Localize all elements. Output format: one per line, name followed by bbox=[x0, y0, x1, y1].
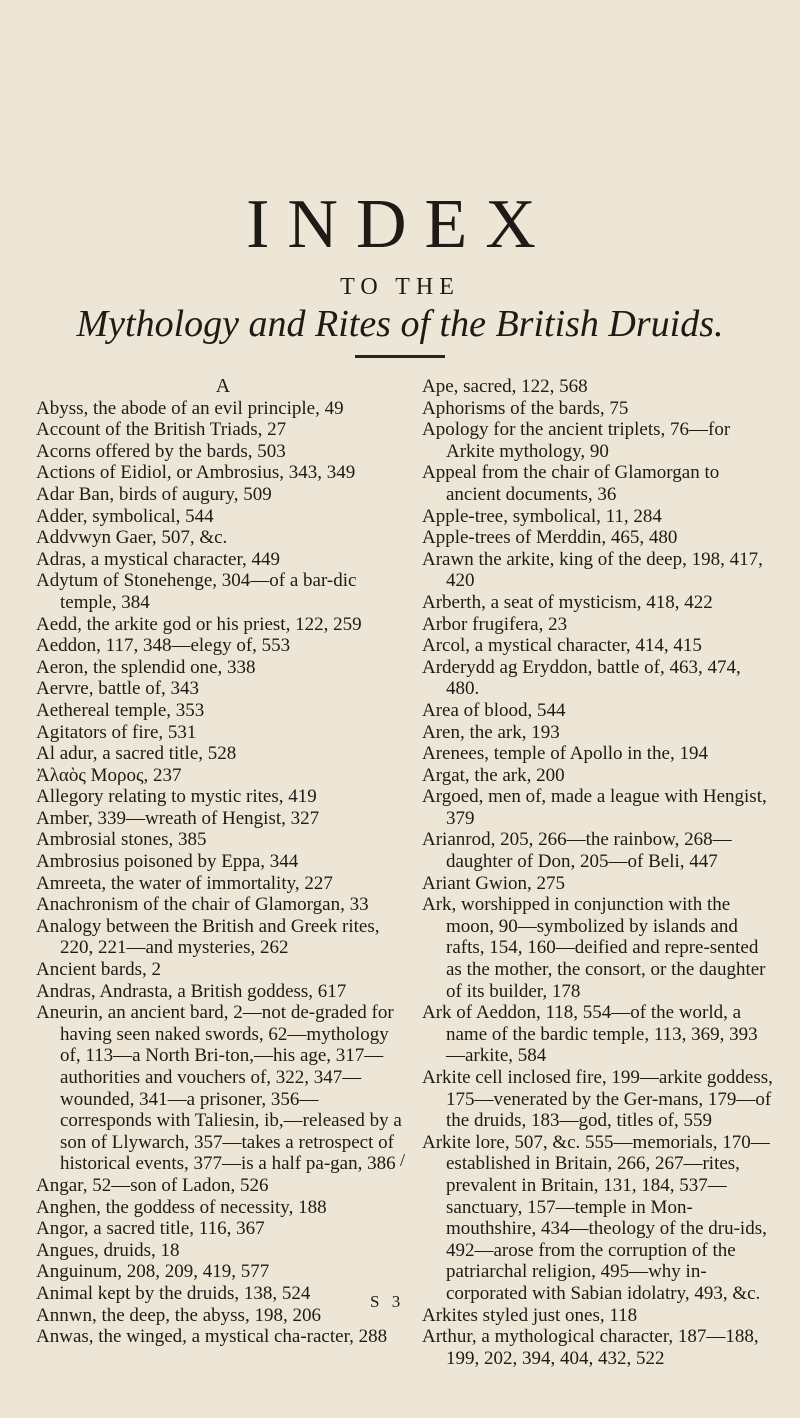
index-entry: Ambrosial stones, 385 bbox=[36, 829, 207, 851]
index-entry: Arenees, temple of Apollo in the, 194 bbox=[422, 743, 708, 765]
index-entry: Adder, symbolical, 544 bbox=[36, 505, 214, 527]
index-entry: Aethereal temple, 353 bbox=[36, 699, 205, 721]
index-entry: Amreeta, the water of immortality, 227 bbox=[36, 872, 333, 894]
right-entry-list bbox=[422, 376, 774, 1369]
index-entry: Ambrosius poisoned by Eppa, 344 bbox=[36, 851, 299, 873]
right-column bbox=[422, 376, 774, 1369]
index-entry: Arkite lore, 507, &c. 555—memorials, 170—established in Britain, 266, 267—rites, prevalent in Britain, 131, 184, 537—sanctuary, 157—temple in Mon-mouthshire, 434—theology of the dru-ids, 492—arose from the corruption of the patriarchal religion, 495—why in-corporated with Sabian idolatry, 493, &c. bbox=[422, 1131, 770, 1304]
index-entry: Analogy between the British and Greek rites, 220, 221—and mysteries, 262 bbox=[36, 915, 380, 959]
index-entry: Aren, the ark, 193 bbox=[422, 721, 560, 743]
index-entry: Account of the British Triads, 27 bbox=[36, 419, 287, 441]
index-entry: Adras, a mystical character, 449 bbox=[36, 548, 281, 570]
index-entry: Area of blood, 544 bbox=[422, 699, 566, 721]
index-entry: Arcol, a mystical character, 414, 415 bbox=[422, 635, 702, 657]
index-entry: Animal kept by the druids, 138, 524 bbox=[36, 1282, 311, 1304]
index-entry: Angues, druids, 18 bbox=[36, 1239, 180, 1261]
index-entry: Ariant Gwion, 275 bbox=[422, 872, 566, 894]
left-column bbox=[36, 376, 410, 1348]
index-entry: Agitators of fire, 531 bbox=[36, 721, 197, 743]
book-title: Mythology and Rites of the British Druids. bbox=[76, 303, 724, 345]
index-entry: Ape, sacred, 122, 568 bbox=[422, 376, 588, 397]
index-entry: Ancient bards, 2 bbox=[36, 959, 162, 981]
index-subheading: TO THE bbox=[340, 274, 460, 300]
index-entry: Arkite cell inclosed fire, 199—arkite goddess, 175—venerated by the Ger-mans, 179—of the druids, 183—god, titles of, 559 bbox=[422, 1067, 773, 1132]
index-entry: Aphorisms of the bards, 75 bbox=[422, 397, 629, 419]
index-entry: Aedd, the arkite god or his priest, 122, 259 bbox=[36, 613, 362, 635]
index-entry: Arbor frugifera, 23 bbox=[422, 613, 568, 635]
index-entry: Arderydd ag Eryddon, battle of, 463, 474, 480. bbox=[422, 656, 741, 700]
index-entry: Adar Ban, birds of augury, 509 bbox=[36, 483, 272, 505]
left-entry-list bbox=[36, 398, 410, 1348]
index-entry: Apple-trees of Merddin, 465, 480 bbox=[422, 527, 678, 549]
index-entry: Arawn the arkite, king of the deep, 198, 417, 420 bbox=[422, 548, 763, 592]
index-entry: Aeron, the splendid one, 338 bbox=[36, 656, 256, 678]
index-entry: Arkites styled just ones, 118 bbox=[422, 1304, 638, 1326]
index-entry: Ark of Aeddon, 118, 554—of the world, a name of the bardic temple, 113, 369, 393—arkite, 584 bbox=[422, 1002, 758, 1067]
index-entry: Abyss, the abode of an evil principle, 49 bbox=[36, 397, 344, 419]
index-entry: Anguinum, 208, 209, 419, 577 bbox=[36, 1261, 270, 1283]
index-entry: Angar, 52—son of Ladon, 526 bbox=[36, 1174, 269, 1196]
index-entry: Aeddon, 117, 348—elegy of, 553 bbox=[36, 635, 291, 657]
index-entry: Argoed, men of, made a league with Hengist, 379 bbox=[422, 786, 767, 829]
index-entry: Ark, worshipped in conjunction with the moon, 90—symbolized by islands and rafts, 154, 160—deified and repre-sented as the mother, the consort, or the daughter of its builder, 178 bbox=[422, 894, 766, 1002]
index-entry: Amber, 339—wreath of Hengist, 327 bbox=[36, 807, 320, 829]
signature-mark: S 3 bbox=[370, 1292, 405, 1311]
index-entry: Ἀλαὸς Μορος, 237 bbox=[36, 764, 182, 786]
index-entry: Al adur, a sacred title, 528 bbox=[36, 743, 237, 765]
section-letter: A bbox=[215, 375, 231, 397]
index-entry: Angor, a sacred title, 116, 367 bbox=[36, 1218, 265, 1240]
index-entry: Argat, the ark, 200 bbox=[422, 764, 565, 786]
index-entry: Arianrod, 205, 266—the rainbow, 268—daughter of Don, 205—of Beli, 447 bbox=[422, 829, 732, 873]
index-entry: Anghen, the goddess of necessity, 188 bbox=[36, 1196, 327, 1218]
margin-mark: / bbox=[400, 1150, 406, 1170]
index-entry: Apple-tree, symbolical, 11, 284 bbox=[422, 505, 662, 527]
index-entry: Annwn, the deep, the abyss, 198, 206 bbox=[36, 1304, 321, 1326]
index-entry: Addvwyn Gaer, 507, &c. bbox=[36, 527, 228, 549]
index-entry: Appeal from the chair of Glamorgan to ancient documents, 36 bbox=[422, 462, 720, 505]
index-entry: Acorns offered by the bards, 503 bbox=[36, 440, 286, 462]
title-rule bbox=[355, 355, 445, 358]
index-heading: INDEX bbox=[246, 186, 554, 263]
index-entry: Aervre, battle of, 343 bbox=[36, 678, 200, 700]
index-entry: Andras, Andrasta, a British goddess, 617 bbox=[36, 980, 347, 1002]
index-entry: Anwas, the winged, a mystical cha-racter, 288 bbox=[36, 1326, 388, 1348]
index-entry: Arthur, a mythological character, 187—188, 199, 202, 394, 404, 432, 522 bbox=[422, 1326, 759, 1369]
index-entry: Aneurin, an ancient bard, 2—not de-graded for having seen naked swords, 62—mythology of, 113—a North Bri-ton,—his age, 317—authorities and vouchers of, 322, 347—wounded, 341—a prisoner, 356—corresponds with Taliesin, ib,—released by a son of Llywarch, 357—takes a retrospect of historical events, 377—is a half pa-gan, 386 bbox=[36, 1002, 402, 1175]
index-entry: Adytum of Stonehenge, 304—of a bar-dic temple, 384 bbox=[36, 570, 357, 613]
index-entry: Arberth, a seat of mysticism, 418, 422 bbox=[422, 591, 713, 613]
index-entry: Apology for the ancient triplets, 76—for Arkite mythology, 90 bbox=[422, 419, 731, 462]
index-entry: Anachronism of the chair of Glamorgan, 33 bbox=[36, 894, 369, 916]
index-entry: Actions of Eidiol, or Ambrosius, 343, 349 bbox=[36, 462, 356, 484]
index-entry: Allegory relating to mystic rites, 419 bbox=[36, 786, 317, 808]
